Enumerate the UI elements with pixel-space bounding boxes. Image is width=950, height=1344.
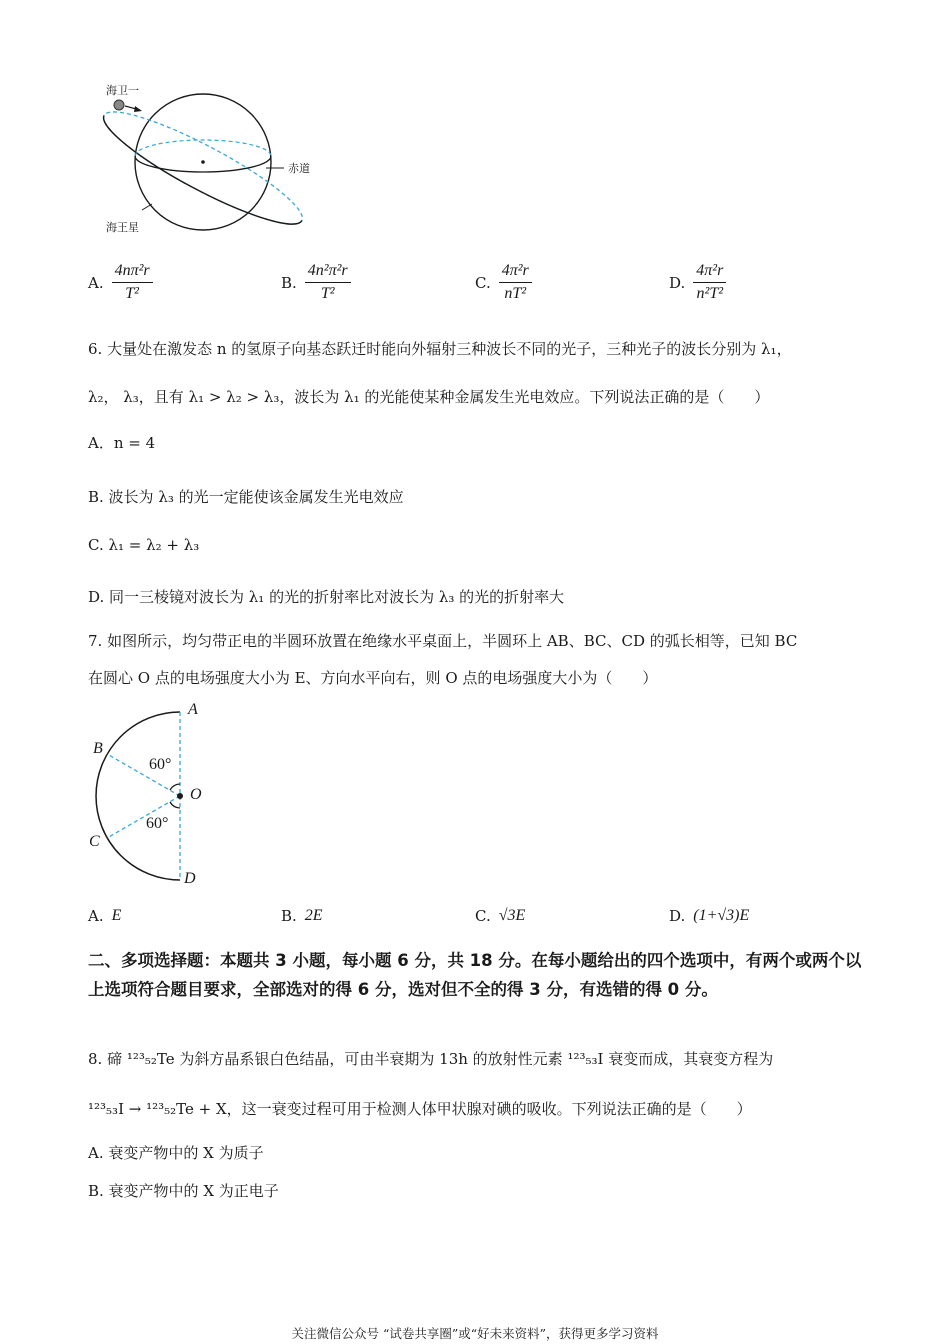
q7-option-d[interactable]: D. (1+√3)E xyxy=(669,907,750,925)
fraction: $\frac{\text{4n²π²r}}{\text{T²}}$ xyxy=(305,262,351,303)
q8-stem-line2: ¹²³₅₃I → ¹²³₅₂Te + X，这一衰变过程可用于检测人体甲状腺对碘的吸收。下列说法正确的是（ ） xyxy=(88,1100,752,1118)
q6-stem-line1: 6. 大量处在激发态 n 的氢原子向基态跃迁时能向外辐射三种波长不同的光子，三种光子的波长分别为 λ₁， xyxy=(88,340,792,358)
section2-heading: 二、多项选择题：本题共 3 小题，每小题 6 分，共 18 分。在每小题给出的四个选项中，有两个或两个以上选项符合题目要求，全部选对的得 6 分，选对但不全的得 3 分，有选错的得 0 分。 xyxy=(88,951,862,999)
label-o: O xyxy=(190,786,202,803)
q5-option-d[interactable]: D. $\frac{\text{4π²r}}{\text{n²T²}}$ xyxy=(669,262,726,303)
q7-option-c[interactable]: C. √3E xyxy=(475,907,526,925)
fraction: $\frac{\text{4nπ²r}}{\text{T²}}$ xyxy=(112,262,153,303)
q6-stem-line2: λ₂， λ₃，且有 λ₁ > λ₂ > λ₃，波长为 λ₁ 的光能使某种金属发生光电效应。下列说法正确的是（ ） xyxy=(88,388,770,406)
semicircle-ring-figure xyxy=(84,700,224,890)
q5-options xyxy=(88,262,888,312)
angle-arc-top xyxy=(170,784,180,790)
fraction: $\frac{\text{4π²r}}{\text{n²T²}}$ xyxy=(693,262,726,303)
angle-arc-bottom xyxy=(170,802,180,808)
footer-note: 关注微信公众号 “试卷共享圈”或“好未来资料”，获得更多学习资料 xyxy=(291,1326,659,1341)
semicircle-arc xyxy=(96,712,180,880)
orbit-back xyxy=(94,96,312,238)
q5-option-b[interactable]: B. $\frac{\text{4n²π²r}}{\text{T²}}$ xyxy=(281,262,351,303)
satellite-dot xyxy=(114,100,124,110)
radius-oc xyxy=(107,796,180,838)
label-c: C xyxy=(89,833,100,850)
label-b: B xyxy=(93,740,103,757)
satellite-label: 海卫一 xyxy=(106,84,139,97)
planet-label: 海王星 xyxy=(106,221,139,234)
equator-label: 赤道 xyxy=(288,162,310,175)
q7-stem-line2: 在圆心 O 点的电场强度大小为 E、方向水平向右，则 O 点的电场强度大小为（ ） xyxy=(88,669,658,687)
angle-label-top: 60° xyxy=(149,756,172,773)
q7-stem-line1: 7. 如图所示，均匀带正电的半圆环放置在绝缘水平桌面上，半圆环上 AB、BC、CD 的弧长相等，已知 BC xyxy=(88,632,798,650)
center-point xyxy=(177,793,183,799)
equator-back xyxy=(135,140,271,156)
neptune-triton-figure xyxy=(90,78,330,238)
q5-option-c[interactable]: C. $\frac{\text{4π²r}}{\text{nT²}}$ xyxy=(475,262,532,303)
q5-option-a[interactable]: A. $\frac{\text{4nπ²r}}{\text{T²}}$ xyxy=(88,262,153,303)
q7-option-a[interactable]: A. E xyxy=(88,907,122,925)
angle-label-bottom: 60° xyxy=(146,815,169,832)
q7-option-b[interactable]: B. 2E xyxy=(281,907,323,925)
fraction: $\frac{\text{4π²r}}{\text{nT²}}$ xyxy=(499,262,532,303)
q6-option-b[interactable]: B. 波长为 λ₃ 的光一定能使该金属发生光电效应 xyxy=(88,488,404,506)
planet-center xyxy=(201,160,205,164)
label-a: A xyxy=(188,701,198,718)
q8-stem-line1: 8. 碲 ¹²³₅₂Te 为斜方晶系银白色结晶，可由半衰期为 13h 的放射性元素 ¹²³₅₃I 衰变而成，其衰变方程为 xyxy=(88,1050,774,1068)
label-d: D xyxy=(184,870,196,887)
q6-option-d[interactable]: D. 同一三棱镜对波长为 λ₁ 的光的折射率比对波长为 λ₃ 的光的折射率大 xyxy=(88,588,565,606)
q6-option-a[interactable]: A．n = 4 xyxy=(88,434,156,452)
q6-option-c[interactable]: C. λ₁ = λ₂ + λ₃ xyxy=(88,536,200,554)
q7-options xyxy=(88,907,888,933)
q8-option-b[interactable]: B. 衰变产物中的 X 为正电子 xyxy=(88,1182,279,1200)
q8-option-a[interactable]: A. 衰变产物中的 X 为质子 xyxy=(88,1144,264,1162)
